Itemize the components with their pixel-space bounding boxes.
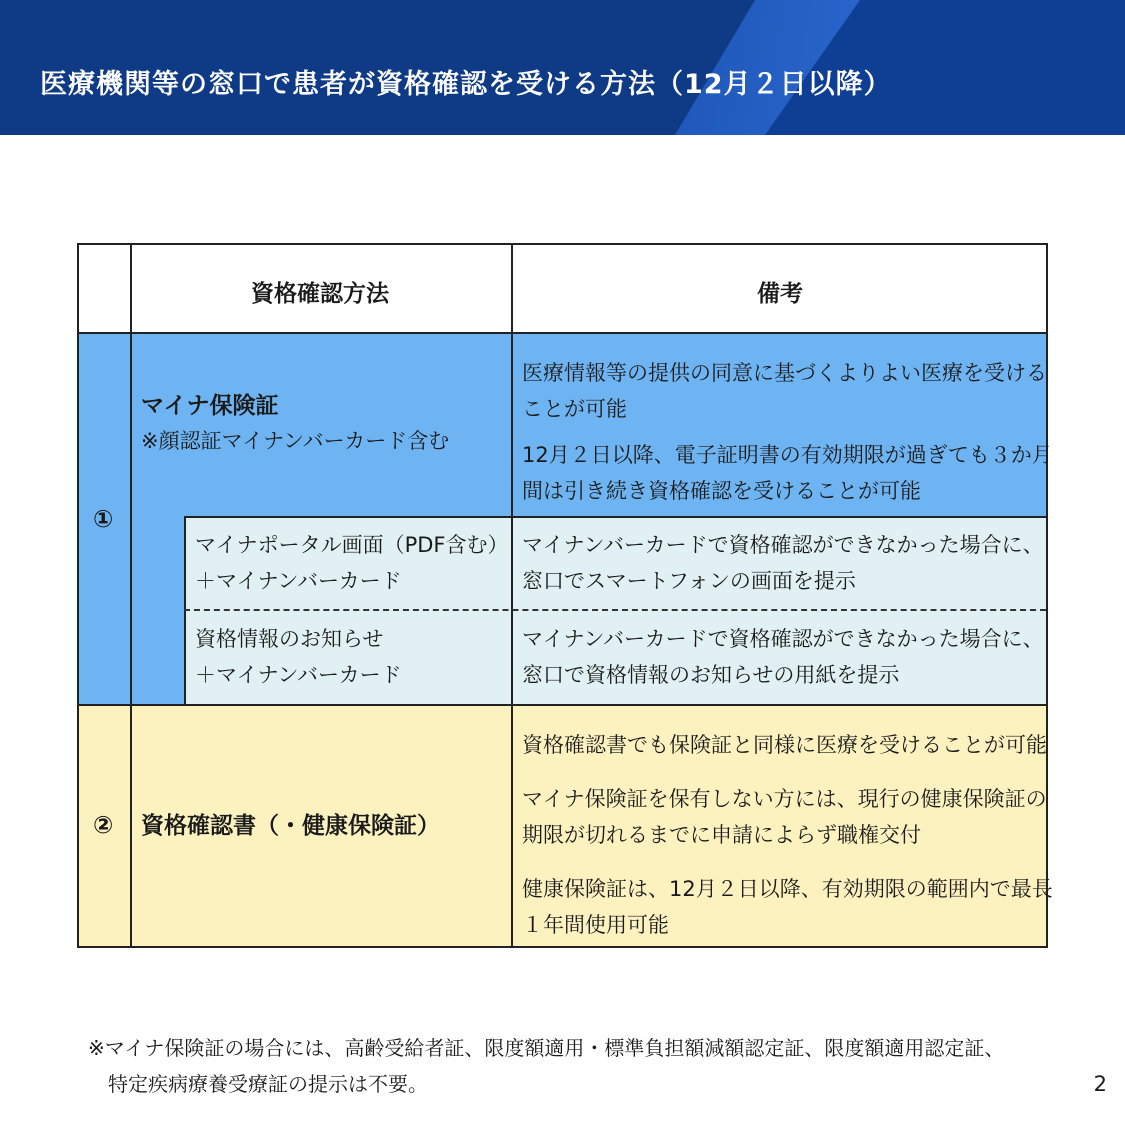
row1-remark1: 医療情報等の提供の同意に基づくよりよい医療を受ける xyxy=(522,361,1047,385)
dashed-divider xyxy=(184,609,1046,611)
qualification-table xyxy=(77,243,1053,948)
row2-remark2b: 期限が切れるまでに申請によらず職権交付 xyxy=(522,823,921,847)
row2-title: 資格確認書（・健康保険証） xyxy=(141,813,440,839)
divider xyxy=(130,245,132,946)
divider xyxy=(184,516,1046,518)
column-header-method: 資格確認方法 xyxy=(251,281,389,307)
footnote-line2: 特定疾病療養受療証の提示は不要。 xyxy=(108,1072,428,1096)
row1-title: マイナ保険証 xyxy=(141,393,279,419)
sub2-method-line2: ＋マイナンバーカード xyxy=(195,663,402,687)
row2-remark2: マイナ保険証を保有しない方には、現行の健康保険証の xyxy=(522,787,1047,811)
header-bar xyxy=(0,0,1125,135)
divider xyxy=(79,332,1046,334)
page-title: 医療機関等の窓口で患者が資格確認を受ける方法（12月２日以降） xyxy=(40,69,892,100)
divider xyxy=(511,245,513,946)
sub2-method: 資格情報のお知らせ xyxy=(195,627,384,651)
row1-remark2: 12月２日以降、電子証明書の有効期限が過ぎても３か月 xyxy=(522,443,1053,467)
column-header-remarks: 備考 xyxy=(757,281,803,307)
row1-remark2b: 間は引き続き資格確認を受けることが可能 xyxy=(522,479,921,503)
sub1-remark-line2: 窓口でスマートフォンの画面を提示 xyxy=(522,569,856,593)
row1-remark1b: ことが可能 xyxy=(522,397,627,421)
sub1-remark: マイナンバーカードで資格確認ができなかった場合に、 xyxy=(522,533,1044,557)
divider xyxy=(184,517,186,705)
row2-remark3: 健康保険証は、12月２日以降、有効期限の範囲内で最長 xyxy=(522,877,1053,901)
sub2-remark: マイナンバーカードで資格確認ができなかった場合に、 xyxy=(522,627,1044,651)
footnote-line1: ※マイナ保険証の場合には、高齢受給者証、限度額適用・標準負担額減額認定証、限度額適用認定証、 xyxy=(88,1036,1005,1060)
row2-remark1: 資格確認書でも保険証と同様に医療を受けることが可能 xyxy=(522,733,1047,757)
page-number: 2 xyxy=(1093,1072,1107,1096)
row1-number: ① xyxy=(93,505,114,533)
footnote xyxy=(88,1030,1004,1102)
row2-remark3b: １年間使用可能 xyxy=(522,913,669,937)
sub1-method: マイナポータル画面（PDF含む） xyxy=(195,533,509,557)
sub1-method-line2: ＋マイナンバーカード xyxy=(195,569,402,593)
divider xyxy=(79,704,1046,706)
row2-number: ② xyxy=(93,811,114,839)
sub2-remark-line2: 窓口で資格情報のお知らせの用紙を提示 xyxy=(522,663,900,687)
row1-subtitle: ※顔認証マイナンバーカード含む xyxy=(141,429,450,453)
